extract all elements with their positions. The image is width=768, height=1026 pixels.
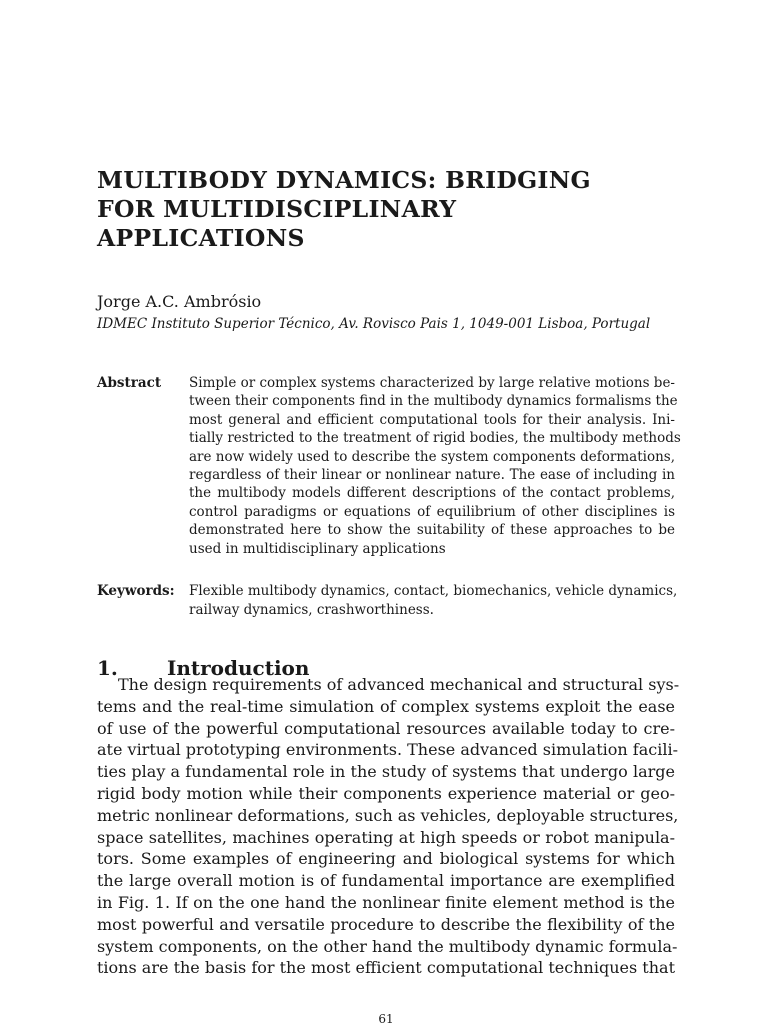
- body-line: the large overall motion is of fundamental importance are exemplified: [97, 871, 675, 891]
- abstract-line: regardless of their linear or nonlinear nature. The ease of including in: [189, 467, 675, 484]
- body-line: rigid body motion while their components experience material or geo-: [97, 783, 675, 803]
- body-paragraph: [97, 674, 680, 979]
- body-line: space satellites, machines operating at high speeds or robot manipula-: [97, 827, 675, 847]
- body-line: tions are the basis for the most efficient computational techniques that: [97, 958, 675, 978]
- abstract-line: control paradigms or equations of equilibrium of other disciplines is: [189, 503, 675, 520]
- abstract-line: are now widely used to describe the system components deformations,: [189, 448, 675, 465]
- body-line: of use of the powerful computational resources available today to cre-: [97, 718, 675, 738]
- abstract-label: Abstract: [97, 375, 162, 391]
- author-affiliation: IDMEC Instituto Superior Técnico, Av. Rovisco Pais 1, 1049-001 Lisboa, Portugal: [97, 316, 651, 332]
- abstract-line: used in multidisciplinary applications: [189, 540, 446, 557]
- body-line: system components, on the other hand the multibody dynamic formula-: [97, 936, 678, 956]
- keywords-label: Keywords:: [97, 583, 175, 599]
- title-line: FOR MULTIDISCIPLINARY: [97, 195, 457, 223]
- body-line: most powerful and versatile procedure to describe the flexibility of the: [97, 914, 675, 934]
- keywords-text: [189, 582, 678, 620]
- body-line: tems and the real-time simulation of complex systems exploit the ease: [97, 696, 675, 716]
- abstract-line: tially restricted to the treatment of rigid bodies, the multibody methods: [189, 430, 681, 447]
- title-line: MULTIBODY DYNAMICS: BRIDGING: [97, 166, 591, 194]
- page-number: 61: [378, 1012, 394, 1026]
- body-line: metric nonlinear deformations, such as vehicles, deployable structures,: [97, 805, 679, 825]
- abstract-line: the multibody models different descriptions of the contact problems,: [189, 485, 675, 502]
- body-line: ate virtual prototyping environments. These advanced simulation facili-: [97, 740, 678, 760]
- abstract-line: demonstrated here to show the suitability of these approaches to be: [189, 522, 675, 539]
- abstract-line: tween their components find in the multibody dynamics formalisms the: [189, 393, 678, 410]
- paper-title: [97, 166, 657, 253]
- author-name: Jorge A.C. Ambrósio: [97, 292, 262, 311]
- body-line: tors. Some examples of engineering and biological systems for which: [97, 849, 675, 869]
- abstract-line: Simple or complex systems characterized by large relative motions be-: [189, 375, 675, 391]
- body-line: ties play a fundamental role in the study of systems that undergo large: [97, 762, 675, 782]
- section-title: Introduction: [167, 655, 310, 680]
- abstract-line: most general and efficient computational tools for their analysis. Ini-: [189, 411, 675, 428]
- keywords-line: railway dynamics, crashworthiness.: [189, 602, 434, 618]
- keywords-line: Flexible multibody dynamics, contact, biomechanics, vehicle dynamics,: [189, 583, 678, 599]
- body-line: in Fig. 1. If on the one hand the nonlinear finite element method is the: [97, 892, 675, 912]
- abstract-text: [189, 374, 681, 558]
- body-line: The design requirements of advanced mechanical and structural sys-: [118, 675, 680, 694]
- title-line: APPLICATIONS: [97, 224, 305, 252]
- section-number: 1.: [97, 655, 118, 680]
